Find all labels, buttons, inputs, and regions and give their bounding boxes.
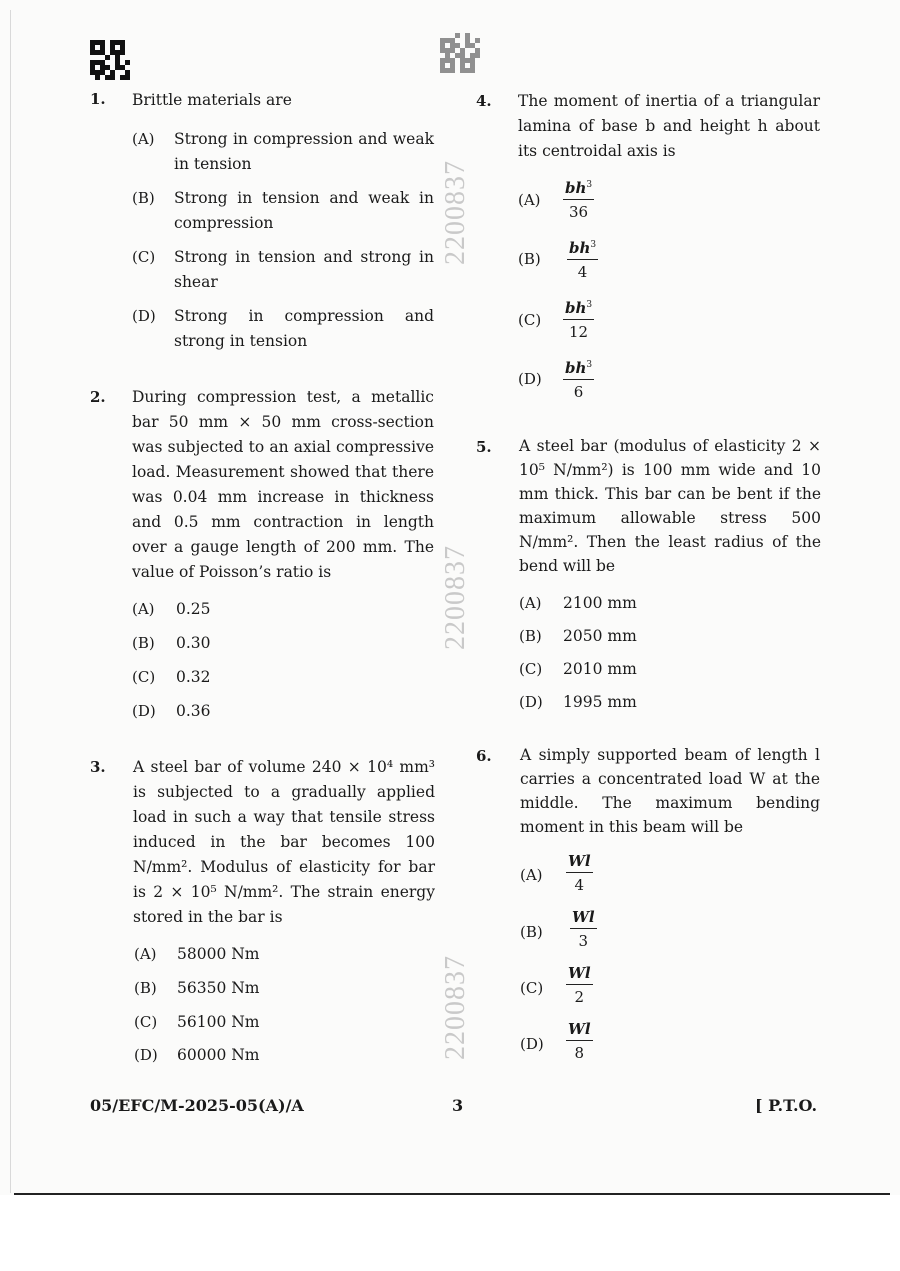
watermark: 2200837 (440, 545, 471, 650)
question-number: 1. (90, 90, 106, 108)
option-text: Strong in tension and weak in compression (174, 189, 434, 232)
option-fraction (566, 964, 593, 1007)
page-left-edge (10, 10, 11, 1193)
option-fraction (563, 356, 594, 402)
pto-label: [ P.T.O. (755, 1096, 818, 1115)
option-text: 0.25 (176, 600, 211, 618)
option-label: (A) (132, 130, 155, 148)
question-number: 2. (90, 388, 106, 406)
option-text: 2010 mm (563, 660, 637, 678)
fraction-numerator: $bh^3$ (563, 176, 594, 200)
option-label: (B) (519, 627, 542, 645)
option-label: (C) (520, 979, 544, 997)
option-label: (A) (518, 191, 541, 209)
fraction-denominator: 12 (569, 323, 589, 341)
fraction-numerator: Wl (570, 908, 597, 929)
option-label: (C) (518, 311, 542, 329)
fraction-numerator: Wl (566, 852, 593, 873)
question-text: A steel bar (modulus of elasticity 2 × 10⁵ N/mm²) is 100 mm wide and 10 mm thick. This bar can be bent if the maximum allowable stress 500 N/mm². Then the least radius of the bend will be (519, 437, 821, 575)
option-fraction (570, 908, 597, 951)
question-number: 4. (476, 92, 492, 110)
option-fraction (567, 236, 598, 282)
fraction-denominator: 4 (577, 263, 588, 281)
option-text: 1995 mm (563, 693, 637, 711)
faint-qr-code-icon (440, 33, 480, 73)
option-label: (B) (134, 979, 157, 997)
option-label: (D) (518, 370, 542, 388)
fraction-denominator: 2 (574, 988, 585, 1006)
option-label: (D) (134, 1046, 158, 1064)
fraction-numerator: Wl (566, 1020, 593, 1041)
watermark: 2200837 (440, 160, 471, 265)
option-label: (C) (519, 660, 543, 678)
option-fraction (563, 176, 594, 222)
option-label: (C) (134, 1013, 158, 1031)
option-label: (A) (520, 866, 543, 884)
option-text: 0.32 (176, 668, 211, 686)
question-text: The moment of inertia of a triangular lamina of base b and height h about its centroidal axis is (518, 92, 820, 160)
option-label: (A) (132, 600, 155, 618)
option-label: (D) (520, 1035, 544, 1053)
option-fraction (563, 296, 594, 342)
option-text: 0.30 (176, 634, 211, 652)
fraction-denominator: 36 (569, 203, 589, 221)
question-text: During compression test, a metallic bar 50 mm × 50 mm cross-section was subjected to an axial compressive load. Measurement showed that there was 0.04 mm increase in thickness and 0.5 mm contraction in length over a gauge length of 200 mm. The value of Poisson’s ratio is (132, 388, 434, 581)
question-number: 6. (476, 747, 492, 765)
option-text: 56350 Nm (177, 979, 260, 997)
fraction-numerator: $bh^3$ (563, 296, 594, 320)
option-text: Strong in compression and weak in tension (174, 130, 434, 173)
scan-background (0, 1195, 900, 1271)
option-text: 56100 Nm (177, 1013, 260, 1031)
fraction-numerator: $bh^3$ (567, 236, 598, 260)
paper-code: 05/EFC/M-2025-05(A)/A (90, 1096, 304, 1115)
fraction-denominator: 4 (574, 876, 585, 894)
fraction-denominator: 6 (573, 383, 584, 401)
question-text: A simply supported beam of length l carries a concentrated load W at the middle. The maximum bending moment in this beam will be (520, 746, 820, 836)
option-text: 2100 mm (563, 594, 637, 612)
option-label: (B) (518, 250, 541, 268)
question-number: 5. (476, 438, 492, 456)
qr-code-icon (90, 40, 130, 80)
option-label: (C) (132, 668, 156, 686)
option-fraction (566, 852, 593, 895)
fraction-numerator: $bh^3$ (563, 356, 594, 380)
option-text: Strong in tension and strong in shear (174, 248, 434, 291)
option-text: 0.36 (176, 702, 211, 720)
option-label: (B) (132, 189, 155, 207)
option-label: (A) (519, 594, 542, 612)
fraction-denominator: 3 (578, 932, 589, 950)
option-label: (D) (132, 702, 156, 720)
option-label: (D) (132, 307, 156, 325)
option-text: 58000 Nm (177, 945, 260, 963)
option-label: (C) (132, 248, 156, 266)
option-label: (B) (132, 634, 155, 652)
option-label: (A) (134, 945, 157, 963)
question-number: 3. (90, 758, 106, 776)
question-text: Brittle materials are (132, 91, 292, 109)
watermark: 2200837 (440, 955, 471, 1060)
fraction-denominator: 8 (574, 1044, 585, 1062)
option-text: Strong in compression and strong in tension (174, 307, 434, 350)
fraction-numerator: Wl (566, 964, 593, 985)
option-label: (B) (520, 923, 543, 941)
option-text: 2050 mm (563, 627, 637, 645)
question-text: A steel bar of volume 240 × 10⁴ mm³ is subjected to a gradually applied load in such a way that tensile stress induced in the bar becomes 100 N/mm². Modulus of elasticity for bar is 2 × 10⁵ N/mm². The strain energy stored in the bar is (133, 758, 435, 926)
page-number: 3 (452, 1096, 464, 1115)
option-text: 60000 Nm (177, 1046, 260, 1064)
option-label: (D) (519, 693, 543, 711)
option-fraction (566, 1020, 593, 1063)
